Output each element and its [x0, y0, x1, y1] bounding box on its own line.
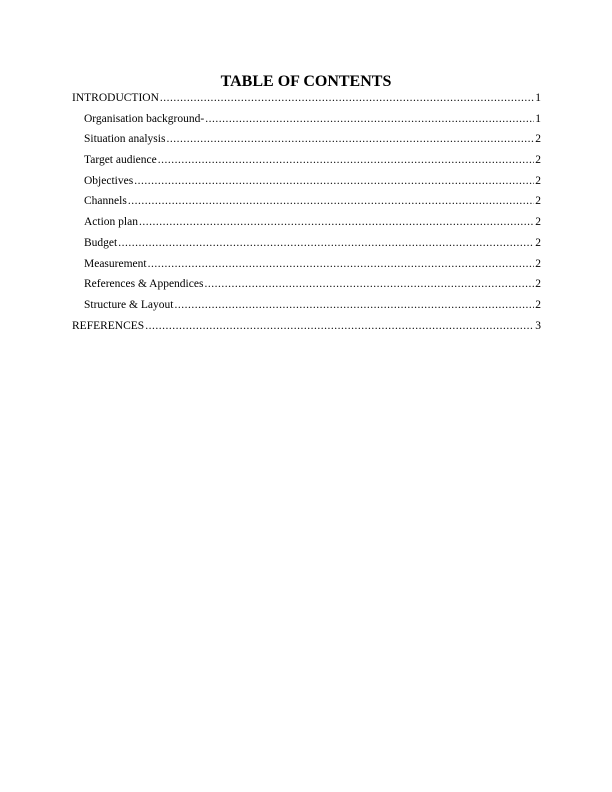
toc-entry-page-number: 2 — [535, 257, 541, 270]
toc-entry-measurement[interactable] — [72, 254, 541, 275]
dot-leader — [145, 316, 534, 337]
dot-leader — [205, 109, 534, 130]
dot-leader — [158, 150, 535, 171]
toc-entry-page-number: 1 — [535, 112, 541, 125]
toc-entry-structure-layout[interactable] — [72, 295, 541, 316]
toc-entry-budget[interactable] — [72, 233, 541, 254]
toc-entry-references[interactable] — [72, 316, 541, 337]
toc-entry-page-number: 2 — [535, 236, 541, 249]
toc-entry-references-appendices[interactable] — [72, 274, 541, 295]
toc-entry-organisation-background[interactable] — [72, 109, 541, 130]
dot-leader — [134, 171, 534, 192]
toc-title: TABLE OF CONTENTS — [220, 73, 392, 90]
toc-entry-page-number: 2 — [535, 154, 541, 167]
toc-entry-page-number: 2 — [535, 216, 541, 229]
toc-entry-introduction[interactable] — [72, 88, 541, 109]
toc-entry-label: References & Appendices — [84, 278, 204, 291]
toc-entry-label: Objectives — [84, 174, 134, 187]
toc-entry-action-plan[interactable] — [72, 212, 541, 233]
toc-entry-page-number: 3 — [535, 319, 541, 332]
toc-entry-label: Target audience — [84, 154, 157, 167]
toc-entry-situation-analysis[interactable] — [72, 129, 541, 150]
toc-entry-page-number: 1 — [535, 92, 541, 104]
toc-entry-label: Structure & Layout — [84, 298, 174, 311]
toc-entry-label: Budget — [84, 236, 118, 249]
toc-entry-page-number: 2 — [535, 278, 541, 291]
toc-entry-objectives[interactable] — [72, 171, 541, 192]
toc-entry-label: Action plan — [84, 216, 138, 229]
dot-leader — [148, 254, 535, 275]
toc-entry-channels[interactable] — [72, 191, 541, 212]
dot-leader — [160, 88, 534, 109]
toc-entry-target-audience[interactable] — [72, 150, 541, 171]
toc-entry-page-number: 2 — [535, 133, 541, 146]
dot-leader — [139, 212, 534, 233]
toc-entry-page-number: 2 — [535, 174, 541, 187]
toc-entry-label: Situation analysis — [84, 133, 166, 146]
toc-entry-label: Organisation background- — [84, 112, 205, 125]
toc-entry-page-number: 2 — [535, 298, 541, 311]
dot-leader — [174, 295, 534, 316]
dot-leader — [204, 274, 534, 295]
toc-entry-label: REFERENCES — [72, 319, 145, 332]
toc-entry-label: INTRODUCTION — [72, 92, 159, 104]
dot-leader — [118, 233, 534, 254]
dot-leader — [128, 191, 534, 212]
table-of-contents — [72, 88, 541, 336]
toc-entry-label: Measurement — [84, 257, 147, 270]
toc-entry-label: Channels — [84, 195, 127, 208]
toc-entry-page-number: 2 — [535, 195, 541, 208]
dot-leader — [166, 129, 534, 150]
